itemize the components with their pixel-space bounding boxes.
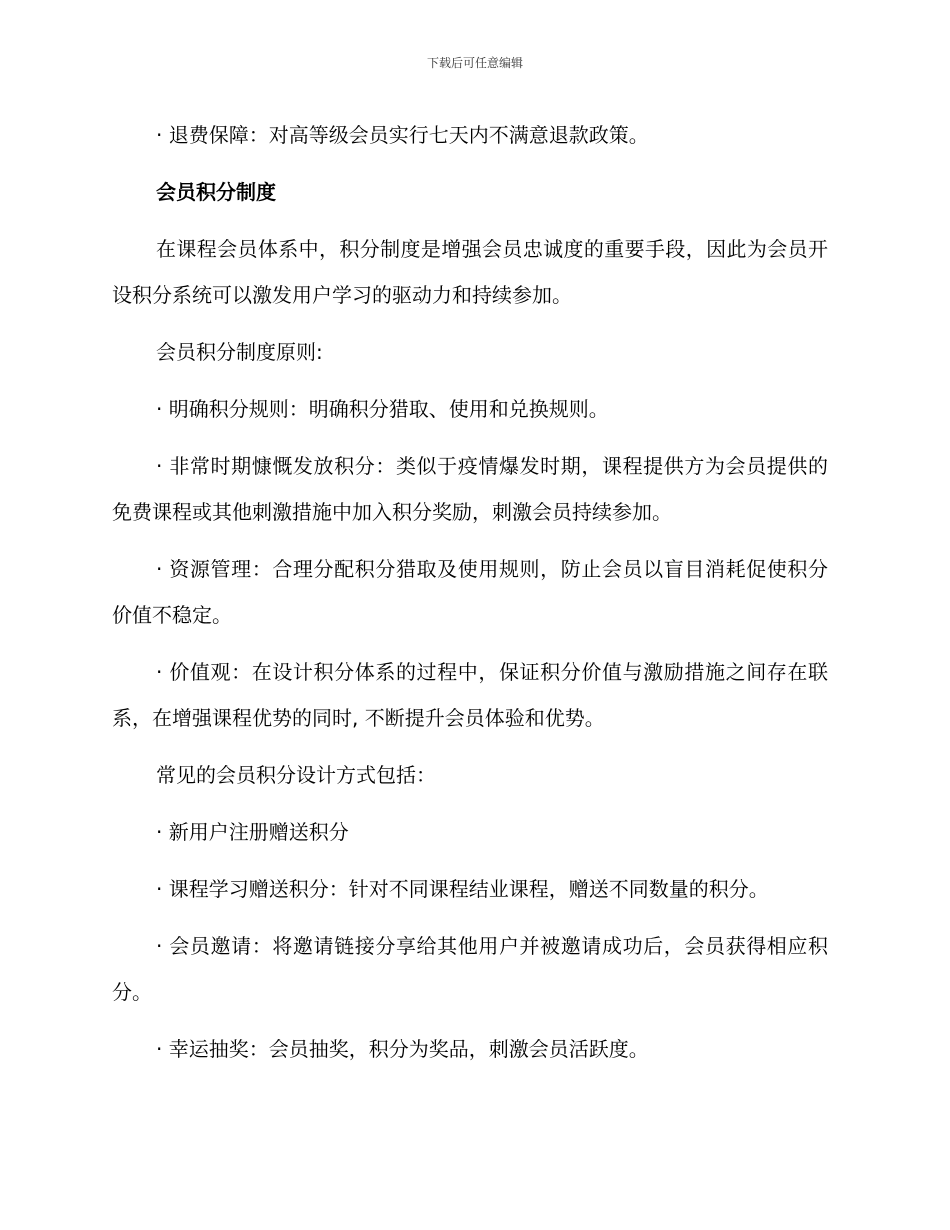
document-body xyxy=(112,112,828,1083)
page-header: 下载后可任意编辑 xyxy=(426,56,523,70)
list-item-lucky-draw: · 幸运抽奖：会员抽奖，积分为奖品，刺激会员活跃度。 xyxy=(156,1037,649,1061)
paragraph-refund-guarantee: · 退费保障：对高等级会员实行七天内不满意退款政策。 xyxy=(156,123,649,147)
list-item-special-period: · 非常时期慷慨发放积分：类似于疫情爆发时期，课程提供方为会员提供的免费课程或其他刺激措施中加入积分奖励，刺激会员持续参加。 xyxy=(112,454,828,524)
list-item-clear-rules: · 明确积分规则：明确积分猎取、使用和兑换规则。 xyxy=(156,397,609,421)
list-item-values: · 价值观：在设计积分体系的过程中，保证积分价值与激励措施之间存在联系，在增强课程优势的同时, 不断提升会员体验和优势。 xyxy=(112,660,828,730)
list-item-invite: · 会员邀请：将邀请链接分享给其他用户并被邀请成功后，会员获得相应积分。 xyxy=(112,934,828,1004)
paragraph-points-intro: 在课程会员体系中，积分制度是增强会员忠诚度的重要手段，因此为会员开设积分系统可以激发用户学习的驱动力和持续参加。 xyxy=(112,237,828,307)
list-item-new-user: · 新用户注册赠送积分 xyxy=(156,820,349,844)
list-item-resource-management: · 资源管理：合理分配积分猎取及使用规则，防止会员以盲目消耗促使积分价值不稳定。 xyxy=(112,557,828,627)
section-heading-points-system: 会员积分制度 xyxy=(156,180,276,204)
paragraph-methods-label: 常见的会员积分设计方式包括： xyxy=(156,763,436,787)
list-item-course-study: · 课程学习赠送积分：针对不同课程结业课程，赠送不同数量的积分。 xyxy=(156,877,769,901)
paragraph-principles-label: 会员积分制度原则: xyxy=(156,340,323,364)
